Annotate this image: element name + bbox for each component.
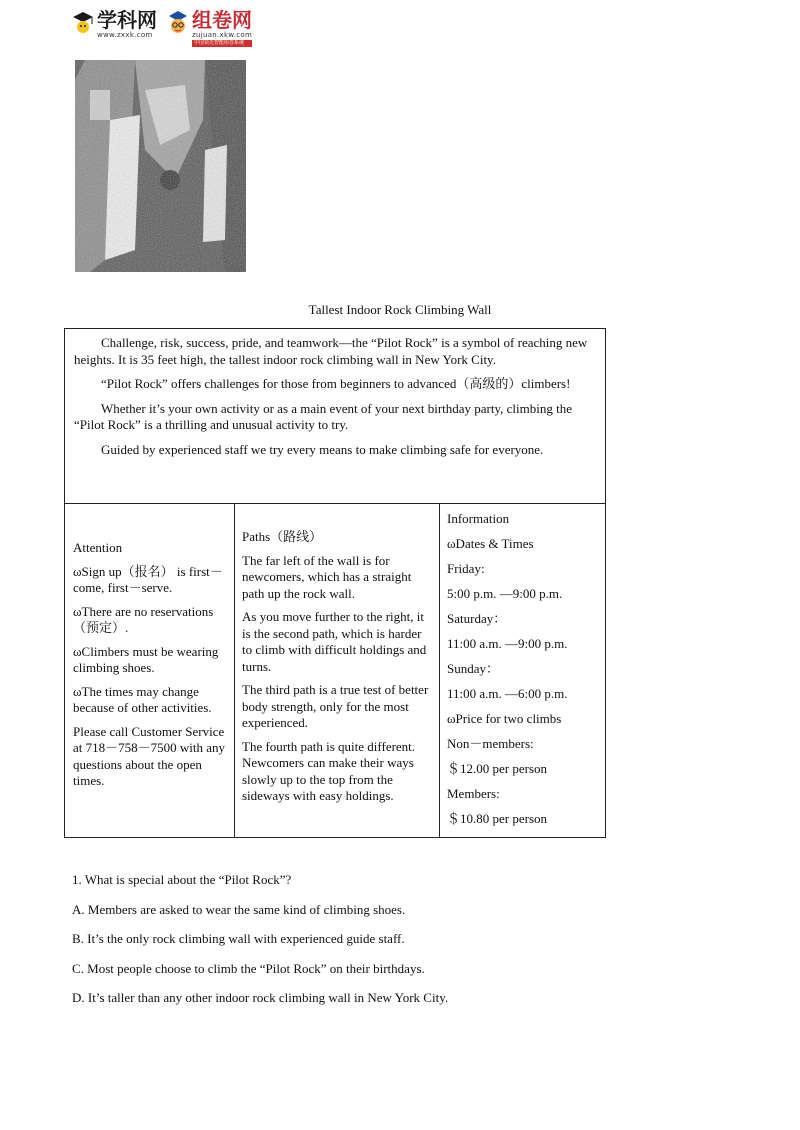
- info-line: Sunday：: [447, 661, 500, 676]
- info-line: ＄10.80 per person: [447, 811, 548, 826]
- intro-paragraph: Challenge, risk, success, pride, and teamwork—the “Pilot Rock” is a symbol of reaching new heights. It is 35 feet high, the tallest indoor rock climbing wall in New York City.: [74, 335, 588, 367]
- paths-item: The third path is a true test of better body strength, only for the most experienced.: [242, 682, 429, 730]
- info-line: Members:: [447, 786, 500, 801]
- attention-item: ωClimbers must be wearing climbing shoes.: [73, 643, 219, 675]
- paths-heading: Paths（路线）: [242, 529, 323, 544]
- attention-item: ωThere are no reservations（预定）.: [73, 603, 214, 635]
- zujuan-logo-tagline: 中国领先智能组卷系统: [192, 40, 252, 47]
- student-mascot-icon: [167, 10, 189, 36]
- info-table: [64, 328, 606, 838]
- question-stem: 1. What is special about the “Pilot Rock”?: [72, 872, 292, 887]
- info-line: Non－members:: [447, 736, 534, 751]
- intro-section: [65, 329, 605, 504]
- info-line: 11:00 a.m. —9:00 p.m.: [447, 636, 568, 651]
- paths-item: The fourth path is quite different. Newcomers can make their ways slowly up to the top from the sideways with easy holdings.: [242, 738, 416, 803]
- intro-paragraph: “Pilot Rock” offers challenges for those from beginners to advanced（高级的）climbers!: [101, 376, 571, 391]
- answer-option-c[interactable]: C. Most people choose to climb the “Pilot Rock” on their birthdays.: [72, 960, 425, 976]
- attention-column: [65, 504, 235, 838]
- zxxk-logo-url: www.zxxk.com: [97, 31, 153, 39]
- graduation-cap-icon: [72, 10, 94, 36]
- paths-column: [235, 504, 440, 838]
- info-line: Saturday：: [447, 611, 507, 626]
- paths-item: As you move further to the right, it is the second path, which is harder to climb with difficult holdings and turns.: [242, 609, 427, 674]
- answer-option-b[interactable]: B. It’s the only rock climbing wall with experienced guide staff.: [72, 931, 405, 946]
- intro-paragraph: Guided by experienced staff we try every means to make climbing safe for everyone.: [101, 441, 544, 457]
- info-line: ＄12.00 per person: [447, 761, 548, 776]
- zujuan-logo-name: 组卷网: [192, 8, 252, 32]
- answer-option-a[interactable]: A. Members are asked to wear the same kind of climbing shoes.: [72, 901, 406, 917]
- intro-paragraph: Whether it’s your own activity or as a main event of your next birthday party, climbing the “Pilot Rock” is a thrilling and unusual activity to try.: [74, 400, 573, 432]
- header-logos: [72, 10, 252, 48]
- answer-option-d[interactable]: D. It’s taller than any other indoor rock climbing wall in New York City.: [72, 990, 449, 1005]
- zujuan-logo-url: zujuan.xkw.com: [192, 31, 253, 39]
- question-block: [72, 872, 448, 1020]
- info-line: Friday:: [447, 561, 485, 576]
- info-line: 5:00 p.m. —9:00 p.m.: [447, 586, 563, 601]
- information-column: [440, 504, 605, 838]
- zxxk-logo-name: 学科网: [97, 8, 157, 32]
- attention-item: ωSign up（报名） is first－come, first－serve.: [73, 563, 223, 595]
- attention-heading: Attention: [73, 540, 123, 555]
- info-line: ωPrice for two climbs: [447, 711, 562, 726]
- climbing-wall-photo: [75, 60, 246, 272]
- info-line: Information: [447, 511, 510, 526]
- paths-item: The far left of the wall is for newcomers, which has a straight path up the rock wall.: [242, 552, 412, 601]
- info-line: 11:00 a.m. —6:00 p.m.: [447, 686, 568, 701]
- passage-title: Tallest Indoor Rock Climbing Wall: [308, 302, 492, 317]
- attention-item: Please call Customer Service at 718－758－7500 with any questions about the open times.: [73, 723, 226, 788]
- info-line: ωDates & Times: [447, 536, 534, 551]
- zujuan-logo: [167, 10, 252, 47]
- attention-item: ωThe times may change because of other activities.: [73, 683, 212, 715]
- zxxk-logo: [72, 10, 157, 39]
